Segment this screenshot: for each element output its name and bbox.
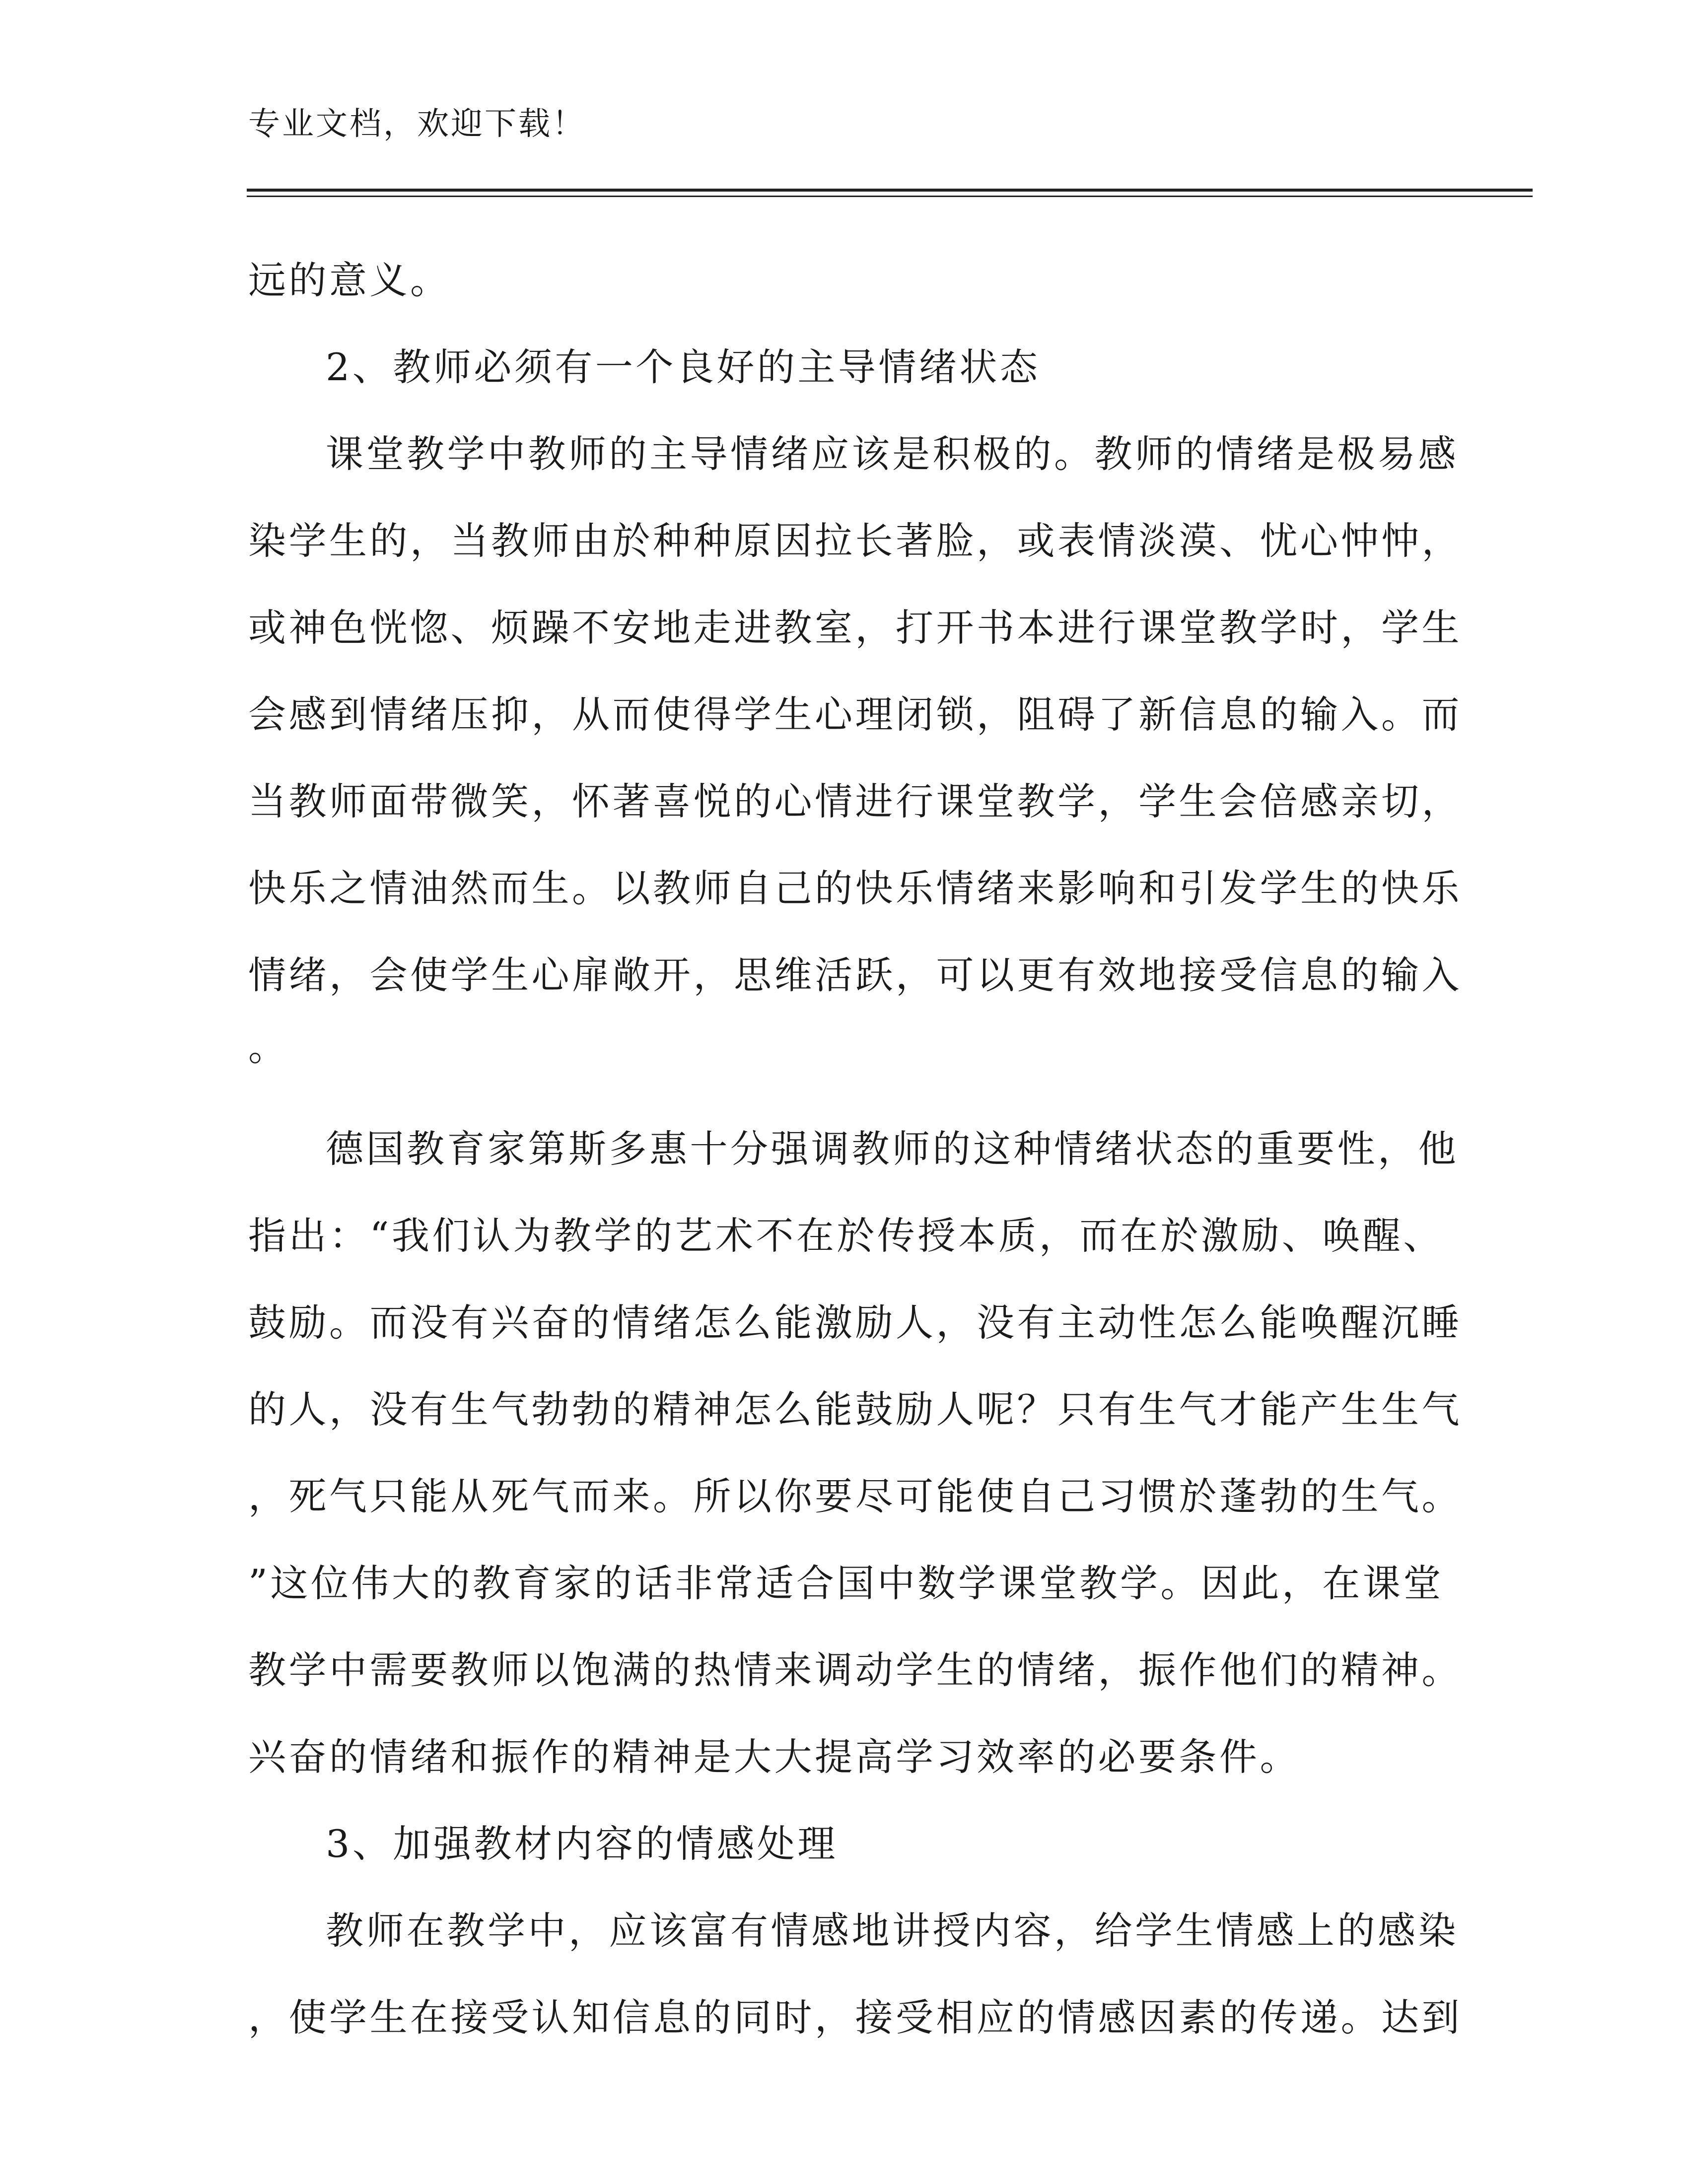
body-line: 鼓励。而没有兴奋的情绪怎么能激励人，没有主动性怎么能唤醒沉睡 (248, 1300, 1462, 1345)
header-rule-thick (247, 189, 1533, 192)
body-line: 会感到情绪压抑，从而使得学生心理闭锁，阻碍了新信息的输入。而 (248, 692, 1462, 737)
body-line: 指出：“我们认为教学的艺术不在於传授本质，而在於激励、唤醒、 (248, 1214, 1444, 1258)
body-line: 情绪，会使学生心扉敞开，思维活跃，可以更有效地接受信息的输入 (248, 953, 1462, 997)
body-line: ，使学生在接受认知信息的同时，接受相应的情感因素的传递。达到 (248, 1995, 1462, 2040)
body-line: 德国教育家第斯多惠十分强调教师的这种情绪状态的重要性，他 (326, 1127, 1459, 1171)
body-line: 或神色恍惚、烦躁不安地走进教室，打开书本进行课堂教学时，学生 (248, 606, 1462, 650)
body-line: 教师在教学中，应该富有情感地讲授内容，给学生情感上的感染 (326, 1909, 1459, 1953)
body-line: ”这位伟大的教育家的话非常适合国中数学课堂教学。因此，在课堂 (248, 1561, 1444, 1605)
body-line: 的人，没有生气勃勃的精神怎么能鼓励人呢？只有生气才能产生生气 (248, 1387, 1462, 1432)
body-line: 远的意义。 (248, 258, 451, 302)
section-heading: 3、加强教材内容的情感处理 (326, 1822, 838, 1866)
body-line: ，死气只能从死气而来。所以你要尽可能使自己习惯於蓬勃的生气。 (248, 1474, 1462, 1518)
body-line: 染学生的，当教师由於种种原因拉长著脸，或表情淡漠、忧心忡忡， (248, 519, 1462, 563)
section-heading: 2、教师必须有一个良好的主导情绪状态 (326, 345, 1041, 389)
body-line: 课堂教学中教师的主导情绪应该是积极的。教师的情绪是极易感 (326, 432, 1459, 476)
header-rule-thin (247, 196, 1533, 197)
body-line: 教学中需要教师以饱满的热情来调动学生的情绪，振作他们的精神。 (248, 1648, 1462, 1692)
body-line: 兴奋的情绪和振作的精神是大大提高学习效率的必要条件。 (248, 1735, 1300, 1779)
body-line: 。 (248, 1025, 289, 1069)
page-header: 专业文档，欢迎下载！ (248, 106, 586, 142)
body-line: 快乐之情油然而生。以教师自己的快乐情绪来影响和引发学生的快乐 (248, 866, 1462, 910)
body-line: 当教师面带微笑，怀著喜悦的心情进行课堂教学，学生会倍感亲切， (248, 779, 1462, 823)
